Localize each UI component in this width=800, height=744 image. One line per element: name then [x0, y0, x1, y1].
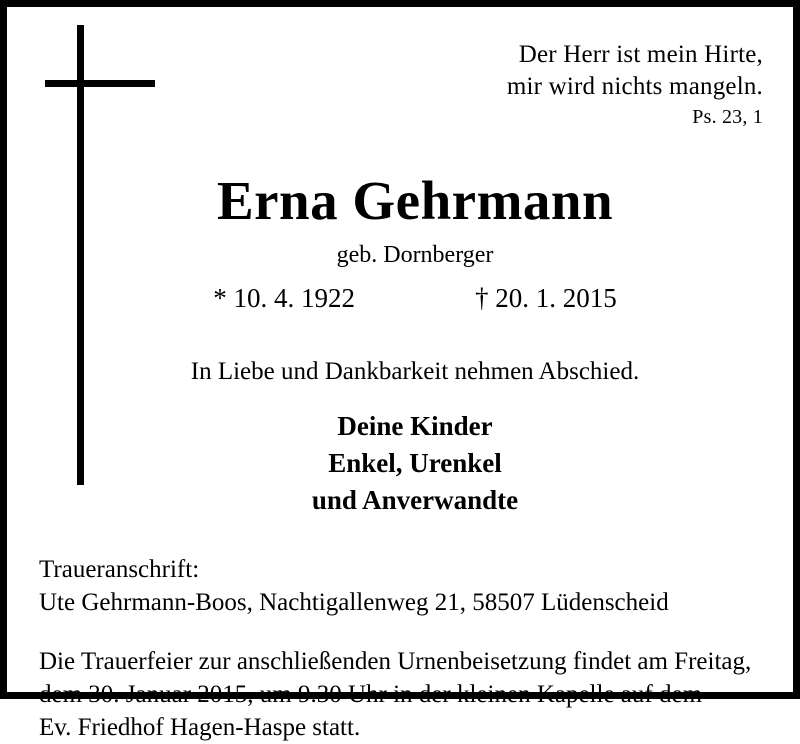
verse-line-2: mir wird nichts mangeln.	[506, 73, 763, 100]
cross-icon	[45, 25, 155, 485]
obituary-content	[7, 7, 793, 742]
ceremony-line-2: dem 30. Januar 2015, um 9.30 Uhr in der kleinen Kapelle auf dem	[39, 681, 703, 709]
maiden-name: geb. Dornberger	[336, 241, 494, 268]
mourning-address-label: Traueranschrift:	[39, 556, 200, 584]
birth-date: * 10. 4. 1922	[213, 282, 355, 313]
farewell-text: In Liebe und Dankbarkeit nehmen Abschied.	[190, 357, 640, 385]
verse-reference: Ps. 23, 1	[692, 106, 763, 128]
verse-line-1: Der Herr ist mein Hirte,	[518, 41, 763, 68]
cross-horizontal-bar	[45, 80, 155, 87]
cross-vertical-bar	[77, 25, 84, 485]
family-line-1: Deine Kinder	[337, 410, 493, 441]
ceremony-line-3: Ev. Friedhof Hagen-Haspe statt.	[39, 714, 361, 742]
family-line-3: und Anverwandte	[311, 485, 519, 516]
mourning-address	[39, 553, 769, 619]
death-date: † 20. 1. 2015	[475, 282, 617, 313]
deceased-name: Erna Gehrmann	[216, 169, 614, 231]
ceremony-details	[39, 645, 769, 744]
family-line-2: Enkel, Urenkel	[328, 447, 502, 478]
ceremony-line-1: Die Trauerfeier zur anschließenden Urnenbeisetzung findet am Freitag,	[39, 648, 752, 676]
mourning-address-value: Ute Gehrmann-Boos, Nachtigallenweg 21, 58507 Lüdenscheid	[39, 589, 669, 617]
